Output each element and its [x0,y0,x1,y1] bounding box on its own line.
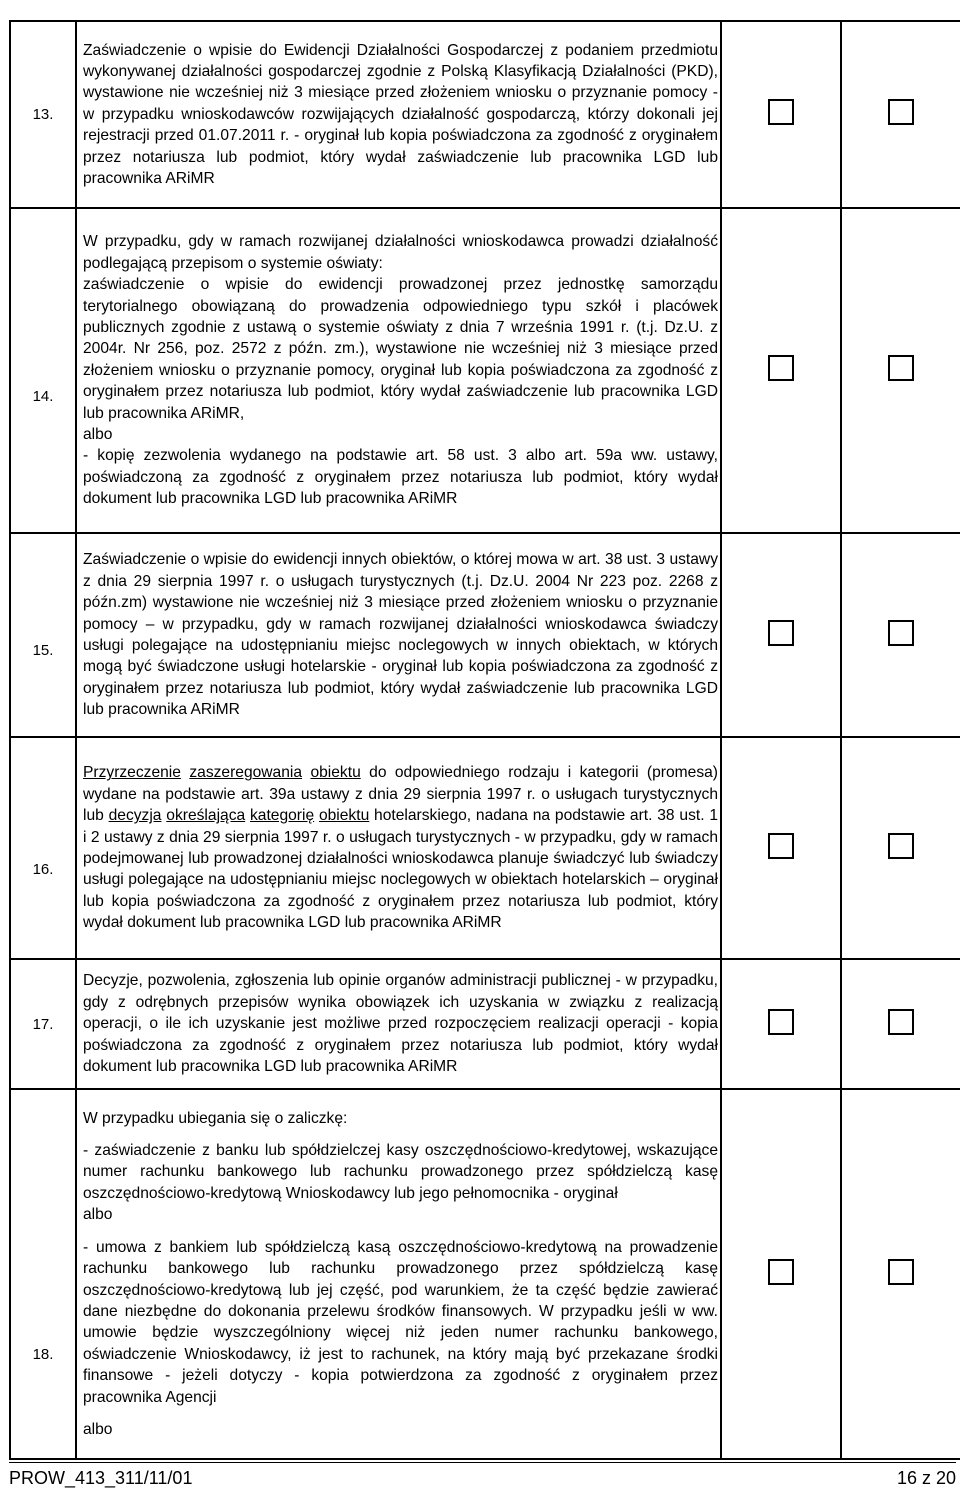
checkbox[interactable] [888,99,914,125]
checkbox-cell-a [721,208,841,533]
checkbox[interactable] [768,99,794,125]
checkbox-cell-a [721,1089,841,1459]
row-number: 17. [10,959,76,1089]
checkbox[interactable] [768,833,794,859]
row-description: W przypadku, gdy w ramach rozwijanej działalności wnioskodawca prowadzi działalność podlegającą przepisom o systemie oświaty: zaświadczenie o wpisie do ewidencji prowadzonej przez jednostkę samorządu terytorialnego obowiązaną do prowadzenia odpowiedniego typu szkół i placówek publicznych zgodnie z ustawą o systemie oświaty z dnia 7 września 1991 r. (t.j. Dz.U. z 2004r. Nr 256, poz. 2572 z późn. zm.), wystawione nie wcześniej niż 3 miesiące przed złożeniem wniosku o przyznanie pomocy, oryginał lub kopia poświadczona za zgodność z oryginałem przez notariusza lub podmiot, który wydał zaświadczenie lub pracownika LGD lub pracownika ARiMR, albo - kopię zezwolenia wydanego na podstawie art. 58 ust. 3 albo art. 59a ww. ustawy, poświadczoną za zgodność z oryginałem przez notariusza lub podmiot, który wydał dokument lub pracownika LGD lub pracownika ARiMR [76,208,721,533]
checkbox-cell-a [721,21,841,208]
table-row [10,208,960,533]
table-row [10,533,960,737]
row-description [76,737,721,959]
attachments-table [9,20,960,1460]
checkbox-cell-b [841,208,960,533]
row-description: Decyzje, pozwolenia, zgłoszenia lub opinie organów administracji publicznej - w przypadku, gdy z odrębnych przepisów wynika obowiązek ich uzyskania w związku z realizacją operacji, o ile ich uzyskanie jest możliwe przed rozpoczęciem realizacji operacji - kopia poświadczona za zgodność z oryginałem przez notariusza lub podmiot, który wydał dokument lub pracownika LGD lub pracownika ARiMR [76,959,721,1089]
checkbox[interactable] [888,1009,914,1035]
checkbox[interactable] [888,355,914,381]
table-row [10,1089,960,1459]
row-description: Zaświadczenie o wpisie do Ewidencji Działalności Gospodarczej z podaniem przedmiotu wykonywanej działalności gospodarczej zgodnie z Polską Klasyfikacją Działalności (PKD), wystawione nie wcześniej niż 3 miesiące przed złożeniem wniosku o przyznanie pomocy - w przypadku wnioskodawców rozwijających działalność gospodarczą, którzy dokonali jej rejestracji przed 01.07.2011 r. - oryginał lub kopia poświadczona za zgodność z oryginałem przez notariusza lub podmiot, który wydał zaświadczenie lub pracownika LGD lub pracownika ARiMR [76,21,721,208]
table-row [10,959,960,1089]
promesa-paragraph: Przyrzeczenie zaszeregowania obiektu do odpowiedniego rodzaju i kategorii (promesa) wydane na podstawie art. 39a ustawy z dnia 29 sierpnia 1997 r. o usługach turystycznych lub decyzja określająca kategorię obiektu hotelarskiego, nadana na podstawie art. 38 ust. 1 i 2 ustawy z dnia 29 sierpnia 1997 r. o usługach turystycznych - w przypadku, gdy w ramach podejmowanej lub prowadzonej działalności wnioskodawca planuje świadczyć lub świadczy usługi polegające na udostępnianiu miejsc noclegowych w obiektach hotelarskich – oryginał lub kopia poświadczona za zgodność z oryginałem przez notariusza lub podmiot, który wydał dokument lub pracownika LGD lub pracownika ARiMR [83,764,718,932]
checkbox-cell-b [841,533,960,737]
table-row [10,737,960,959]
checkbox-cell-a [721,533,841,737]
row-number: 18. [10,1089,76,1459]
checkbox-cell-b [841,959,960,1089]
document-code: PROW_413_311/11/01 [9,1468,193,1488]
checkbox[interactable] [888,620,914,646]
table-row [10,21,960,208]
row-description: Zaświadczenie o wpisie do ewidencji innych obiektów, o której mowa w art. 38 ust. 3 ustawy z dnia 29 sierpnia 1997 r. o usługach turystycznych (t.j. Dz.U. 2004 Nr 223 poz. 2268 z późn.zm) wystawione nie wcześniej niż 3 miesiące przed złożeniem wniosku o przyznanie pomocy – w przypadku, gdy w ramach rozwijanej działalności wnioskodawca świadczy usługi polegające na udostępnianiu miejsc noclegowych w innych obiektach, w których mogą być świadczone usługi hotelarskie - oryginał lub kopia poświadczona za zgodność z oryginałem przez notariusza lub podmiot, który wydał zaświadczenie lub pracownika LGD lub pracownika ARiMR [76,533,721,737]
checkbox[interactable] [768,620,794,646]
page-number: 16 z 20 [896,1468,956,1488]
checkbox-cell-b [841,1089,960,1459]
row-description: W przypadku ubiegania się o zaliczkę: - zaświadczenie z banku lub spółdzielczej kasy oszczędnościowo-kredytowej, wskazujące numer rachunku bankowego lub rachunku prowadzonego przez spółdzielczą kasę oszczędnościowo-kredytową Wnioskodawcy lub jego pełnomocnika - oryginał albo - umowa z bankiem lub spółdzielczą kasą oszczędnościowo-kredytową na prowadzenie rachunku bankowego lub rachunku prowadzonego przez spółdzielczą kasę oszczędnościowo-kredytową lub jej część, pod warunkiem, że ta część będzie zawierać dane niezbędne do dokonania przelewu środków finansowych. W przypadku jeśli w ww. umowie będzie wyszczególniony więcej niż jeden numer rachunku bankowego, oświadczenie Wnioskodawcy, iż jest to rachunek, na który mają być przekazane środki finansowe - jeżeli dotyczy - kopia potwierdzona za zgodność z oryginałem przez pracownika Agencji albo [76,1089,721,1459]
checkbox[interactable] [888,833,914,859]
row-number: 16. [10,737,76,959]
checkbox-cell-b [841,737,960,959]
row-number: 13. [10,21,76,208]
checkbox[interactable] [768,1259,794,1285]
row-number: 14. [10,208,76,533]
checkbox[interactable] [888,1259,914,1285]
checkbox-cell-a [721,959,841,1089]
page-footer [9,1468,956,1489]
checkbox[interactable] [768,1009,794,1035]
row-number: 15. [10,533,76,737]
checkbox-cell-a [721,737,841,959]
checkbox-cell-b [841,21,960,208]
footer-divider [9,1462,956,1463]
checkbox[interactable] [768,355,794,381]
